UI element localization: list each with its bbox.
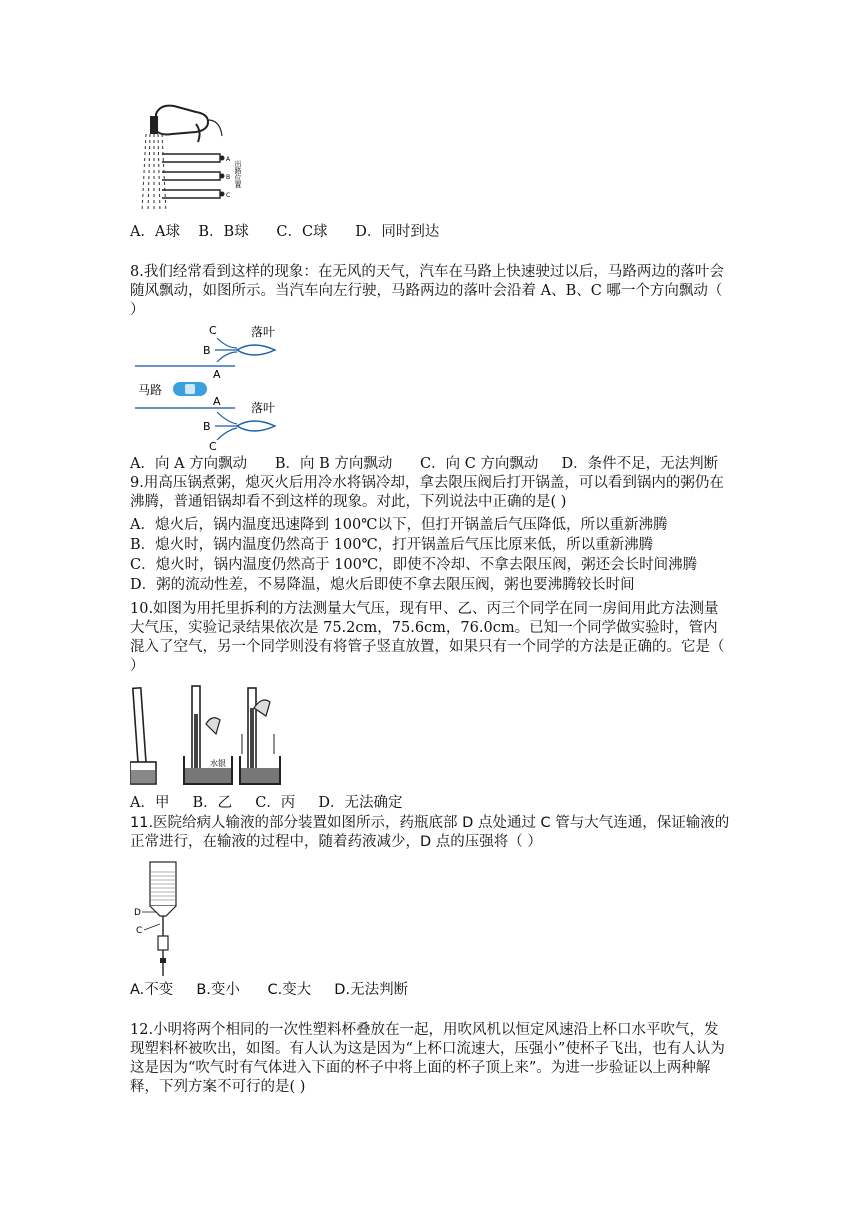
fig8-a-bottom: A <box>213 395 221 408</box>
q8-stem: 8.我们经常看到这样的现象：在无风的天气，汽车在马路上快速驶过以后，马路两边的落叶会随风飘动，如图所示。当汽车向左行驶，马路两边的落叶会沿着 A、B、C 哪一个方向飘动（ ） <box>130 264 724 318</box>
fig8-b-bottom: B <box>203 420 211 433</box>
q9-option-a: A．熄火后，锅内温度迅速降到 100℃以下，但打开锅盖后气压降低，所以重新沸腾 <box>130 517 668 533</box>
hair-dryer-figure <box>138 100 248 218</box>
fig8-leaf-top: 落叶 <box>251 325 276 339</box>
fig8-c-top: C <box>209 324 217 337</box>
fig8-c-bottom: C <box>209 440 217 452</box>
fig7-label-b: B <box>226 174 231 181</box>
q9-option-c: C．熄火时，锅内温度仍然高于 100℃，即使不冷却、不拿去限压阀，粥还会长时间沸腾 <box>130 557 698 573</box>
q9-option-b: B．熄火时，锅内温度仍然高于 100℃，打开锅盖后气压比原来低，所以重新沸腾 <box>130 537 654 553</box>
torricelli-figure <box>130 684 290 788</box>
fig8-leaf-bottom: 落叶 <box>251 401 276 415</box>
fig7-side-label: 出路位置 <box>234 160 242 188</box>
q9-option-d: D．粥的流动性差，不易降温，熄火后即使不拿去限压阀，粥也要沸腾较长时间 <box>130 577 635 593</box>
q10-stem: 10.如图为用托里拆利的方法测量大气压，现有甲、乙、丙三个同学在同一房间用此方法测量大气压，实验记录结果依次是 75.2cm，75.6cm，76.0cm。已知一个同学做实验时，管内混入了空气，另一个同学则没有将管子竖直放置，如果只有一个同学的方法是正确的。它是（ ） <box>130 601 725 674</box>
fig8-road-label: 马路 <box>138 383 163 397</box>
iv-drip-figure <box>134 860 194 978</box>
fig8-a-top: A <box>213 368 221 381</box>
q11-stem: 11.医院给病人输液的部分装置如图所示，药瓶底部 D 点处通过 C 管与大气连通，保证输液的正常进行，在输液的过程中，随着药液减少，D 点的压强将（ ） <box>130 815 730 850</box>
fig11-d-label: D <box>134 908 141 918</box>
fig10-mercury-label: 水银 <box>210 759 226 768</box>
fig8-b-top: B <box>203 344 211 357</box>
fig11-c-label: C <box>136 926 143 936</box>
q12-stem: 12.小明将两个相同的一次性塑料杯叠放在一起，用吹风机以恒定风速沿上杯口水平吹气，发现塑料杯被吹出，如图。有人认为这是因为“上杯口流速大，压强小”使杯子飞出，也有人认为这是因为“吹气时有气体进入下面的杯子中将上面的杯子顶上来”。为进一步验证以上两种解释，下列方案不可行的是( ) <box>130 1022 725 1095</box>
q9-stem: 9.用高压锅煮粥，熄灭火后用冷水将锅冷却，拿去限压阀后打开锅盖，可以看到锅内的粥仍在沸腾，普通铝锅却看不到这样的现象。对此，下列说法中正确的是( ) <box>130 475 724 510</box>
q8-options: A．向 A 方向飘动 B．向 B 方向飘动 C．向 C 方向飘动 D．条件不足，无法判断 <box>130 456 719 472</box>
road-leaves-figure <box>135 322 295 452</box>
fig7-label-a: A <box>226 156 231 163</box>
q7-options: A．A球 B．B球 C．C球 D．同时到达 <box>130 224 440 240</box>
q10-options: A．甲 B．乙 C．丙 D．无法确定 <box>130 795 403 811</box>
q11-options: A.不变 B.变小 C.变大 D.无法判断 <box>130 982 409 998</box>
fig7-label-c: C <box>226 192 231 199</box>
